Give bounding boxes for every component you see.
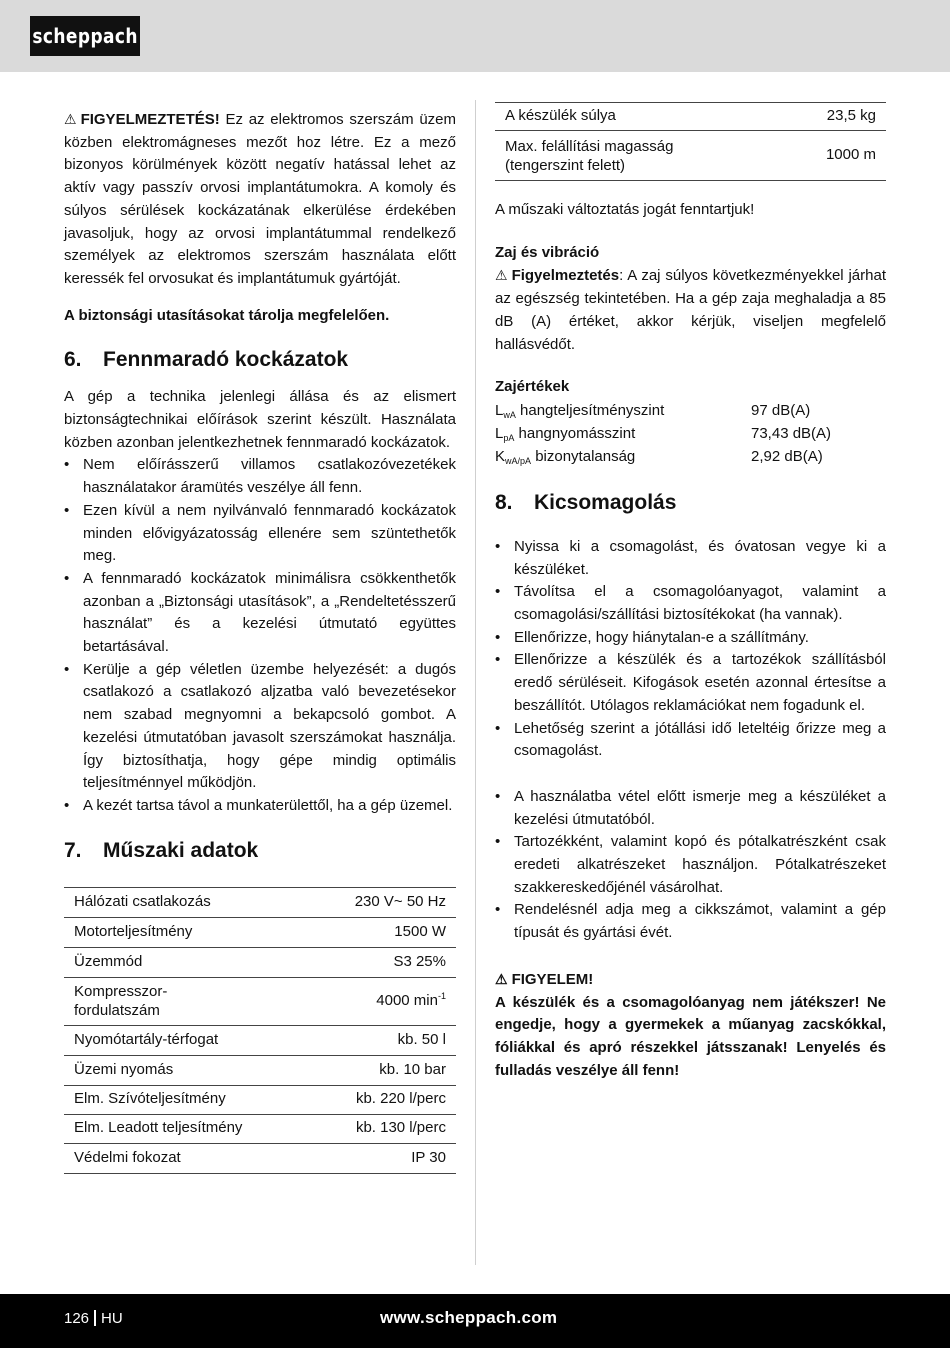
list-item: • Lehetőség szerint a jótállási idő leteltéig őrizze meg a csomagolást.	[495, 718, 886, 763]
spec-label: Elm. Leadott teljesítmény	[64, 1114, 311, 1143]
spec-table-continued	[495, 102, 886, 181]
list-item: • Nem előírásszerű villamos csatlakozóvezetékek használatakor áramütés veszélye áll fenn.	[64, 454, 456, 499]
list-item: • Tartozékként, valamint kopó és pótalkatrészként csak eredeti alkatrészeket használjon. Pótalkatrészeket szakkereskedőjénél vásárolhat.	[495, 831, 886, 899]
spec-value	[311, 977, 456, 1025]
footer-bar	[0, 1294, 950, 1348]
table-row	[64, 887, 456, 917]
spec-value-exponent: -1	[437, 990, 446, 1001]
page-info	[64, 1310, 123, 1327]
right-column	[495, 102, 886, 1082]
noise-label	[495, 422, 751, 445]
section-number: 6.	[64, 348, 82, 372]
noise-value: 2,92 dB(A)	[751, 447, 823, 465]
noise-label	[495, 445, 751, 468]
table-row	[64, 1114, 456, 1143]
noise-symbol: K	[495, 447, 506, 465]
header-bar	[0, 0, 950, 72]
spec-value: IP 30	[311, 1143, 456, 1173]
attention-text: A készülék és a csomagolóanyag nem játékszer! Ne engedje, hogy a gyermekek a műanyag zacskókkal, fóliákkal és apró részekkel játsszanak! Lenyelés és fulladás veszélye áll fenn!	[495, 993, 886, 1079]
spec-label: A készülék súlya	[495, 103, 792, 131]
spec-label: Elm. Szívóteljesítmény	[64, 1085, 311, 1114]
warning-text: Ez az elektromos szerszám üzem közben elektromágneses mezőt hoz létre. Ez a mező bizonyos körülmények között negatív hatással lehet az aktív vagy passzív orvosi implantátumokra. A komoly és súlyos sérülések kockázatának elkerülése érdekében javasoljuk, hogy az orvosi implantátummal rendelkező személyek az elektromos szerszám használata előtt keressék fel orvosukat és implantátumuk gyártóját.	[64, 111, 456, 287]
spec-value: kb. 220 l/perc	[311, 1085, 456, 1114]
spec-value: kb. 10 bar	[311, 1055, 456, 1085]
noise-symbol: L	[495, 401, 504, 419]
spec-value: 1000 m	[792, 131, 886, 181]
spec-value: kb. 50 l	[311, 1025, 456, 1055]
emf-warning	[64, 108, 456, 291]
spec-label: Üzemmód	[64, 947, 311, 977]
table-row	[495, 103, 886, 131]
page-number: 126	[64, 1310, 90, 1327]
noise-value: 97 dB(A)	[751, 401, 811, 419]
noise-heading: Zaj és vibráció	[495, 243, 600, 261]
spec-label-text: Kompresszor-fordulatszám	[74, 983, 168, 1020]
list-item: • Távolítsa el a csomagolóanyagot, valamint a csomagolási/szállítási biztosítékokat (ha vannak).	[495, 581, 886, 626]
table-row	[64, 1055, 456, 1085]
spec-label	[495, 131, 792, 181]
spec-value: S3 25%	[311, 947, 456, 977]
left-column	[64, 108, 456, 1174]
section-7-heading	[64, 838, 456, 864]
noise-label	[495, 399, 751, 422]
section-title: Fennmaradó kockázatok	[103, 348, 349, 372]
table-row	[495, 422, 886, 445]
noise-subscript: wA/pA	[505, 455, 532, 466]
spec-value-text: 4000 min	[376, 991, 438, 1009]
scheppach-logo: scheppach	[30, 16, 140, 56]
spec-value: 230 V~ 50 Hz	[311, 887, 456, 917]
warning-label: FIGYELMEZTETÉS!	[80, 111, 220, 128]
warning-text: : A zaj súlyos következményekkel járhat az egészség tekintetében. Ha a gép zaja meghaladja a 85 dB (A) értéket, akkor kérjük, viseljen megfelelő hallásvédőt.	[495, 267, 886, 353]
warning-label: Figyelmeztetés	[511, 267, 620, 285]
section-number: 8.	[495, 490, 513, 514]
list-item: • Kerülje a gép véletlen üzembe helyezését: a dugós csatlakozó a csatlakozó aljzatba való bevezetésekor nem szabad megnyomni a bekapcsoló gombot. A kezelési útmutatóban javasolt szerszámokat használja. Így biztosíthatja, hogy gépe mindig optimális teljesítménnyel működjön.	[64, 659, 456, 795]
spec-label: Motorteljesítmény	[64, 917, 311, 947]
spec-label	[64, 977, 311, 1025]
noise-subscript: pA	[503, 432, 515, 443]
list-item: • A fennmaradó kockázatok minimálisra csökkenthetők azonban a „Biztonsági utasítások”, a „Rendeltetésszerű használat” és a kezelési útmutató együttes betartásával.	[64, 568, 456, 659]
noise-symbol: L	[495, 424, 504, 442]
spec-label: Védelmi fokozat	[64, 1143, 311, 1173]
attention-label: FIGYELEM!	[511, 970, 594, 988]
spec-label: Nyomótartály-térfogat	[64, 1025, 311, 1055]
list-item: • A használatba vétel előtt ismerje meg a készüléket a kezelési útmutatóból.	[495, 786, 886, 831]
website-url: www.scheppach.com	[380, 1308, 558, 1327]
noise-label-text: hangnyomásszint	[514, 424, 636, 442]
usage-list	[495, 786, 886, 945]
spec-label: Üzemi nyomás	[64, 1055, 311, 1085]
section-6-list	[64, 454, 456, 817]
table-row	[64, 977, 456, 1025]
attention-heading	[495, 968, 886, 992]
list-item: • Ellenőrizze, hogy hiánytalan-e a szállítmány.	[495, 627, 886, 650]
footer-separator	[94, 1310, 96, 1326]
spec-label-text: Max. felállítási magasság (tengerszint felett)	[505, 137, 674, 174]
unpacking-list	[495, 536, 886, 763]
table-row	[64, 1085, 456, 1114]
noise-values-heading: Zajértékek	[495, 378, 570, 396]
noise-label-text: bizonytalanság	[531, 447, 636, 465]
list-item: • A kezét tartsa távol a munkaterülettől, ha a gép üzemel.	[64, 795, 456, 818]
table-row	[64, 1143, 456, 1173]
list-item: • Ezen kívül a nem nyilvánvaló fennmaradó kockázatok minden elővigyázatosság ellenére sem szüntethetők meg.	[64, 500, 456, 568]
column-divider	[475, 100, 476, 1265]
list-item: • Nyissa ki a csomagolást, és óvatosan vegye ki a készüléket.	[495, 536, 886, 581]
section-6-heading	[64, 347, 456, 373]
list-item: • Ellenőrizze a készülék és a tartozékok szállításból eredő sérüléseit. Kifogások esetén azonnal értesítse a beszállítót. Utólagos reklamációkat nem fogadunk el.	[495, 649, 886, 717]
section-8-heading	[495, 490, 886, 516]
noise-values-table	[495, 399, 886, 468]
language-code: HU	[101, 1310, 123, 1327]
spec-value: kb. 130 l/perc	[311, 1114, 456, 1143]
noise-label-text: hangteljesítményszint	[515, 401, 665, 419]
table-row	[495, 131, 886, 181]
table-row	[64, 917, 456, 947]
warning-triangle-icon: ⚠	[495, 267, 508, 284]
section-6-intro: A gép a technika jelenlegi állása és az elismert biztonságtechnikai előírások szerint készült. Használata közben azonban jelentkezhetnek fennmaradó kockázatok.	[64, 388, 456, 451]
noise-subscript: wA	[503, 409, 516, 420]
warning-triangle-icon: ⚠	[64, 111, 77, 127]
noise-value: 73,43 dB(A)	[751, 424, 832, 442]
spec-value: 1500 W	[311, 917, 456, 947]
section-title: Kicsomagolás	[534, 490, 677, 514]
noise-warning	[495, 264, 886, 356]
section-title: Műszaki adatok	[103, 838, 259, 862]
spec-value: 23,5 kg	[792, 103, 886, 131]
warning-triangle-icon: ⚠	[495, 970, 508, 987]
store-note: A biztonsági utasításokat tárolja megfelelően.	[64, 306, 390, 324]
spec-table	[64, 887, 456, 1174]
tech-change-note: A műszaki változtatás jogát fenntartjuk!	[495, 201, 755, 218]
table-row	[495, 399, 886, 422]
list-item: • Rendelésnél adja meg a cikkszámot, valamint a gép típusát és gyártási évét.	[495, 899, 886, 944]
section-number: 7.	[64, 838, 82, 862]
spec-label: Hálózati csatlakozás	[64, 887, 311, 917]
table-row	[64, 947, 456, 977]
table-row	[495, 445, 886, 468]
table-row	[64, 1025, 456, 1055]
